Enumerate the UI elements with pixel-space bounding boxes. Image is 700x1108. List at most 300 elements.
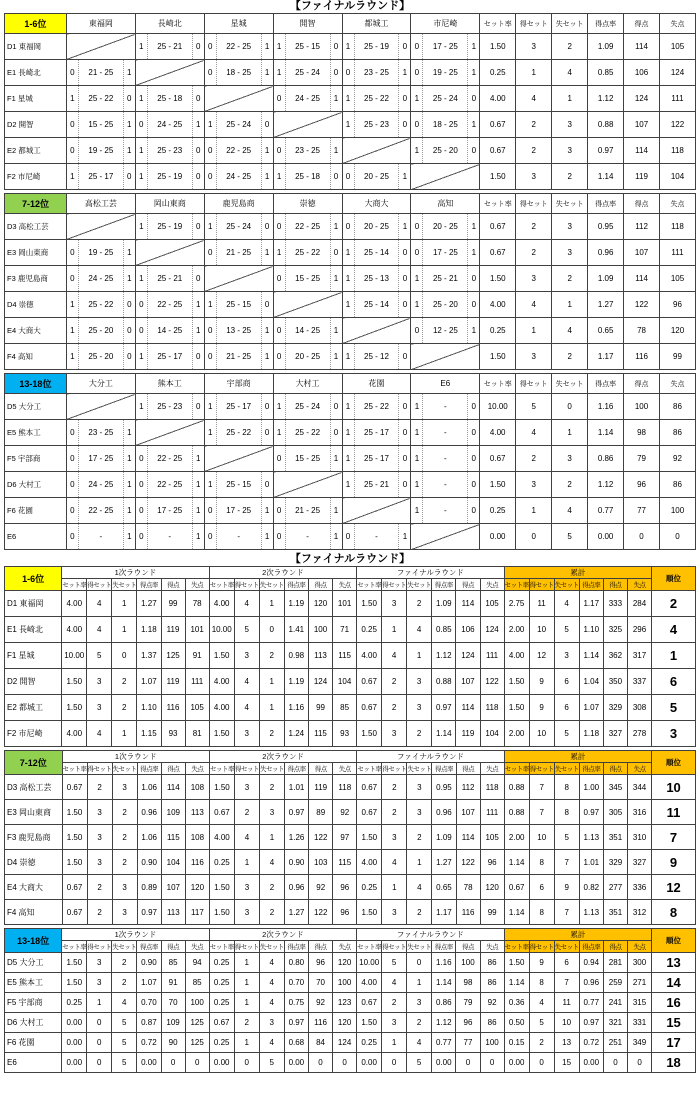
stat-value: 0.90 [137, 953, 161, 973]
diagonal-cell [411, 344, 480, 370]
match-cell [204, 498, 273, 524]
match-score: - [422, 498, 468, 523]
round-group-header: ファイナルラウンド [357, 929, 504, 941]
match-score: 24 - 25 [216, 164, 262, 189]
sets-won-right: 0 [127, 352, 132, 361]
sets-won-right: 0 [127, 326, 132, 335]
stat-value: 1.50 [209, 775, 234, 800]
stat-value: 92 [333, 800, 357, 825]
match-score: 15 - 25 [285, 266, 331, 291]
sets-won-left: 1 [139, 352, 144, 361]
rank-value: 7 [652, 825, 696, 850]
match-cell [66, 498, 135, 524]
stat-value: 278 [627, 721, 651, 747]
stat-value: 111 [480, 800, 504, 825]
match-cell [342, 292, 411, 318]
sets-won-right: 1 [333, 352, 339, 361]
stat-value: 3 [259, 1013, 284, 1033]
diagonal-cell [66, 34, 135, 60]
stat-header: 失セット [407, 579, 432, 591]
stat-header: セット率 [357, 579, 382, 591]
match-cell [411, 420, 480, 446]
stat-header: 得セット [529, 763, 554, 775]
stat-value: 7 [554, 850, 579, 875]
match-score: 24 - 25 [147, 112, 193, 137]
stat-value: 0.90 [284, 850, 308, 875]
team-label: D5 大分工 [5, 953, 62, 973]
stat-value: 2 [112, 850, 137, 875]
sets-won-right: 1 [471, 68, 477, 77]
stat-value: 107 [624, 240, 660, 266]
stat-header: 得セット [529, 579, 554, 591]
match-score: 25 - 22 [78, 292, 124, 317]
stat-value: 113 [161, 900, 185, 925]
stat-value: 325 [603, 617, 627, 643]
stat-header: セット率 [504, 579, 529, 591]
stat-value: 4.00 [209, 591, 234, 617]
stat-value: 0.65 [432, 875, 456, 900]
opponent-header: 東福岡 [66, 14, 135, 34]
stat-value: 3 [554, 643, 579, 669]
stat-header: 得点率 [137, 941, 161, 953]
match-cell [273, 344, 342, 370]
match-score: 23 - 25 [354, 60, 400, 85]
stat-value: 7 [529, 800, 554, 825]
round-group-header: ファイナルラウンド [357, 751, 504, 763]
stat-value: 1.50 [357, 721, 382, 747]
stat-value: 1.50 [357, 900, 382, 925]
stat-value: 2 [552, 266, 588, 292]
stat-value: 1.50 [62, 695, 87, 721]
stat-value: 5 [112, 1013, 137, 1033]
stat-value: 96 [333, 900, 357, 925]
sets-won-left: 1 [276, 42, 282, 51]
stat-value: 0.50 [504, 1013, 529, 1033]
stat-value: 114 [624, 34, 660, 60]
stat-value: 0 [112, 643, 137, 669]
stat-value: 0.25 [209, 973, 234, 993]
opponent-header: 熊本工 [135, 374, 204, 394]
stat-value: 1 [407, 850, 432, 875]
stat-value: 1 [234, 953, 259, 973]
rank-group-label: 13-18位 [5, 929, 62, 953]
sets-won-left: 1 [139, 94, 144, 103]
diagonal-cell [66, 394, 135, 420]
stat-value: 0.95 [432, 775, 456, 800]
stat-value: 116 [456, 900, 480, 925]
stat-header: 失セット [552, 374, 588, 394]
stat-value: 0.67 [357, 695, 382, 721]
stat-value: 0.25 [480, 318, 516, 344]
team-label: F6 花園 [5, 1033, 62, 1053]
stat-value: 0.25 [62, 993, 87, 1013]
stat-value: 1.04 [579, 669, 603, 695]
match-cell [342, 60, 411, 86]
matrix-table-1 [4, 193, 696, 370]
sets-won-left: 1 [276, 402, 282, 411]
stat-value: 4 [234, 695, 259, 721]
stat-value: 0.00 [137, 1053, 161, 1073]
team-label: D6 大村工 [5, 1013, 62, 1033]
stat-value: 1.27 [284, 900, 308, 925]
stat-value: 118 [333, 775, 357, 800]
stat-value: 9 [554, 875, 579, 900]
round-group-header: 2次ラウンド [209, 567, 356, 579]
stat-value: 100 [624, 394, 660, 420]
stat-value: 1.14 [432, 721, 456, 747]
sets-won-left: 0 [207, 506, 213, 515]
stat-value: 2 [259, 775, 284, 800]
stat-value: 2 [407, 900, 432, 925]
round-group-header: ファイナルラウンド [357, 567, 504, 579]
stat-header: 得点率 [588, 194, 624, 214]
stat-value: 2 [382, 695, 407, 721]
sets-won-right: 1 [127, 120, 132, 129]
match-cell [411, 394, 480, 420]
stat-value: 251 [603, 1033, 627, 1053]
stat-value: 96 [456, 1013, 480, 1033]
stat-value: 3 [87, 850, 112, 875]
stat-value: 99 [660, 344, 696, 370]
stat-value: 3 [87, 825, 112, 850]
sets-won-left: 0 [70, 68, 75, 77]
stat-value: 9 [529, 695, 554, 721]
stat-value: 333 [603, 591, 627, 617]
sets-won-left: 1 [276, 248, 282, 257]
stat-value: 8 [554, 775, 579, 800]
stat-value: 2 [382, 993, 407, 1013]
stat-value: 1.01 [284, 775, 308, 800]
stat-value: 0.72 [137, 1033, 161, 1053]
stat-value: 116 [624, 344, 660, 370]
stat-value: 2.00 [504, 721, 529, 747]
stat-value: 2 [382, 800, 407, 825]
sets-won-right: 0 [195, 222, 201, 231]
match-score: 22 - 25 [147, 446, 193, 471]
stat-value: 119 [161, 669, 185, 695]
stat-value: 1 [234, 993, 259, 1013]
stat-value: 86 [659, 472, 695, 498]
match-cell [66, 420, 135, 446]
stat-value: 0.00 [62, 1033, 87, 1053]
summary-table-0 [4, 566, 696, 747]
stat-value: 4 [516, 86, 552, 112]
round-group-header: 累計 [504, 567, 651, 579]
stat-value: 1.50 [209, 875, 234, 900]
stat-value: 321 [603, 1013, 627, 1033]
team-label: D3 高松工芸 [5, 775, 63, 800]
stat-value: 0.00 [504, 1053, 529, 1073]
match-cell [66, 112, 135, 138]
match-cell [135, 344, 204, 370]
match-score: 25 - 21 [147, 266, 193, 291]
match-cell [342, 394, 411, 420]
stat-value: 5 [554, 825, 579, 850]
table-row [5, 164, 696, 190]
stat-header: 失点 [480, 941, 504, 953]
stat-value: 4 [234, 591, 259, 617]
stat-value: 4.00 [209, 825, 234, 850]
stat-value: 6 [554, 953, 579, 973]
stat-value: 1.50 [209, 721, 234, 747]
stat-value: 1.16 [432, 953, 456, 973]
stat-value: 0.97 [579, 800, 603, 825]
stat-header: セット率 [357, 763, 382, 775]
stat-value: 8 [554, 800, 579, 825]
stat-value: 4 [87, 721, 112, 747]
stat-value: 310 [628, 825, 652, 850]
stat-value: 1 [259, 591, 284, 617]
stat-header: 得点率 [432, 579, 456, 591]
stat-value: 8 [529, 900, 554, 925]
stat-value: 105 [480, 825, 504, 850]
match-score: - [78, 524, 124, 549]
stat-value: 0.86 [432, 993, 456, 1013]
stat-value: 2 [259, 875, 284, 900]
sets-won-left: 0 [345, 532, 351, 541]
stat-value: 0.25 [209, 1033, 234, 1053]
match-score: 25 - 24 [216, 112, 262, 137]
stat-value: 1.00 [579, 775, 603, 800]
stat-value: 312 [628, 900, 652, 925]
stat-header: 得点率 [137, 763, 161, 775]
match-score: 25 - 15 [285, 34, 331, 59]
stat-value: 1 [87, 993, 112, 1013]
stat-value: 96 [660, 292, 696, 318]
stat-value: 123 [333, 993, 357, 1013]
table-row [5, 86, 696, 112]
sets-won-left: 1 [207, 402, 213, 411]
stat-value: 3 [234, 900, 259, 925]
sets-won-right: 0 [264, 428, 270, 437]
rank-header: 順位 [652, 751, 696, 775]
match-cell [66, 446, 135, 472]
sets-won-left: 0 [207, 146, 213, 155]
stat-value: 125 [185, 1013, 209, 1033]
team-label: E5 熊本工 [5, 973, 62, 993]
match-score: 25 - 20 [422, 292, 468, 317]
table-row [5, 446, 696, 472]
sets-won-left: 0 [70, 248, 75, 257]
stat-value: 4.00 [62, 721, 87, 747]
stat-value: 1.50 [357, 825, 382, 850]
sets-won-right: 1 [264, 532, 270, 541]
match-score: 24 - 25 [285, 86, 331, 111]
team-label: D6 大村工 [5, 472, 67, 498]
stat-value: 0.65 [588, 318, 624, 344]
stat-value: 0.70 [284, 973, 308, 993]
match-cell [204, 292, 273, 318]
table-row [5, 344, 696, 370]
stat-value: 99 [308, 695, 332, 721]
stat-value: 113 [185, 800, 209, 825]
stat-value: 0 [603, 1053, 627, 1073]
match-score: 25 - 17 [216, 394, 262, 419]
sets-won-left: 0 [276, 454, 282, 463]
sets-won-left: 1 [345, 454, 351, 463]
stat-value: 79 [456, 993, 480, 1013]
stat-value: 1 [407, 643, 432, 669]
stat-value: 107 [456, 800, 480, 825]
match-score: 22 - 25 [147, 472, 193, 497]
match-score: 25 - 23 [147, 394, 193, 419]
team-label: F2 市尼崎 [5, 721, 62, 747]
match-score: 25 - 18 [285, 164, 331, 189]
match-score: 14 - 25 [147, 318, 193, 343]
stat-value: 3 [259, 800, 284, 825]
stat-value: 281 [603, 953, 627, 973]
match-cell [273, 214, 342, 240]
sets-won-left: 0 [345, 172, 351, 181]
match-cell [342, 164, 411, 190]
stat-value: 3 [516, 266, 552, 292]
stat-value: 105 [480, 591, 504, 617]
stat-value: 124 [624, 86, 660, 112]
stat-value: 0 [624, 524, 660, 550]
match-score: 25 - 17 [78, 164, 124, 189]
stat-header: 得セット [87, 763, 112, 775]
stat-value: 5 [516, 394, 552, 420]
stat-value: 0.67 [209, 800, 234, 825]
sets-won-left: 1 [139, 222, 144, 231]
sets-won-right: 0 [471, 428, 476, 437]
sets-won-left: 1 [345, 42, 351, 51]
diagonal-cell [135, 420, 204, 446]
stat-value: 114 [456, 695, 480, 721]
match-score: 25 - 24 [422, 86, 468, 111]
stat-value: 327 [603, 721, 627, 747]
sets-won-left: 0 [70, 506, 75, 515]
sets-won-left: 0 [207, 172, 213, 181]
sets-won-left: 0 [207, 352, 213, 361]
sets-won-right: 0 [264, 120, 270, 129]
rank-value: 14 [652, 973, 696, 993]
stat-value: 1.14 [504, 850, 529, 875]
stat-value: 77 [624, 498, 660, 524]
stat-value: 345 [603, 775, 627, 800]
sets-won-right: 1 [471, 42, 477, 51]
stat-value: 6 [554, 669, 579, 695]
stat-value: 5 [112, 1033, 137, 1053]
stat-value: 4 [407, 1033, 432, 1053]
stat-value: 124 [333, 1033, 357, 1053]
stat-value: 3 [87, 669, 112, 695]
sets-won-left: 0 [70, 120, 75, 129]
team-label: E3 岡山東商 [5, 800, 63, 825]
sets-won-right: 0 [264, 402, 270, 411]
stat-value: 71 [333, 617, 357, 643]
stat-value: 350 [603, 669, 627, 695]
stat-value: 1.50 [480, 266, 516, 292]
stat-value: 1.14 [588, 164, 624, 190]
sets-won-right: 0 [402, 428, 408, 437]
sets-won-left: 1 [207, 428, 213, 437]
stat-header: 得セット [234, 941, 259, 953]
stat-value: 112 [624, 214, 660, 240]
match-cell [411, 446, 480, 472]
sets-won-left: 1 [345, 402, 351, 411]
stat-value: 1.50 [62, 953, 87, 973]
stat-value: 0.25 [480, 60, 516, 86]
stat-value: 111 [660, 240, 696, 266]
stat-value: 362 [603, 643, 627, 669]
sets-won-right: 1 [127, 248, 132, 257]
stat-header: 得点 [624, 14, 660, 34]
round-group-header: 1次ラウンド [62, 929, 209, 941]
match-score: 25 - 22 [354, 86, 400, 111]
stat-value: 84 [309, 1033, 333, 1053]
match-cell [135, 394, 204, 420]
team-label: F5 宇部商 [5, 446, 67, 472]
sets-won-right: 1 [333, 274, 339, 283]
stat-value: 12 [529, 643, 554, 669]
stat-value: 1 [516, 498, 552, 524]
stat-header: 得セット [234, 579, 259, 591]
match-cell [204, 524, 273, 550]
diagonal-cell [66, 214, 135, 240]
stat-value: 3 [407, 669, 432, 695]
team-label: E3 岡山東商 [5, 240, 67, 266]
stat-value: 0.72 [579, 1033, 603, 1053]
stat-value: 1.50 [480, 164, 516, 190]
stat-value: 4 [87, 617, 112, 643]
match-score: - [422, 446, 468, 471]
stat-value: 296 [627, 617, 651, 643]
match-score: 18 - 25 [422, 112, 468, 137]
sets-won-right: 0 [402, 352, 408, 361]
match-score: 23 - 25 [78, 420, 124, 445]
table-row [5, 524, 696, 550]
stat-header: セット率 [209, 763, 234, 775]
stat-value: 2 [516, 214, 552, 240]
match-cell [411, 60, 480, 86]
sets-won-right: 0 [471, 94, 477, 103]
match-cell [411, 214, 480, 240]
team-label: F1 星城 [5, 643, 62, 669]
stat-value: 124 [480, 617, 504, 643]
match-score: 25 - 22 [216, 420, 262, 445]
sets-won-right: 1 [195, 326, 201, 335]
diagonal-cell [342, 138, 411, 164]
sets-won-right: 1 [333, 532, 339, 541]
stat-value: 0.89 [137, 875, 161, 900]
match-cell [135, 292, 204, 318]
match-cell [66, 138, 135, 164]
table-row [5, 973, 696, 993]
stat-value: 104 [480, 721, 504, 747]
stat-header: 得点率 [432, 941, 456, 953]
match-cell [411, 86, 480, 112]
stat-value: 241 [603, 993, 627, 1013]
match-cell [204, 420, 273, 446]
table-row [5, 112, 696, 138]
table-row [5, 850, 696, 875]
round-group-header: 累計 [504, 929, 651, 941]
sets-won-left: 1 [276, 68, 282, 77]
stat-header: セット率 [62, 941, 87, 953]
table-row [5, 292, 696, 318]
table-row [5, 1013, 696, 1033]
rank-header: 順位 [652, 929, 696, 953]
sets-won-right: 0 [127, 94, 132, 103]
sets-won-left: 1 [345, 94, 351, 103]
stat-value: 114 [161, 775, 185, 800]
opponent-header: 大分工 [66, 374, 135, 394]
stat-value: 1.14 [504, 973, 529, 993]
match-cell [411, 138, 480, 164]
stat-value: 92 [480, 993, 504, 1013]
stat-value: 4 [259, 850, 284, 875]
